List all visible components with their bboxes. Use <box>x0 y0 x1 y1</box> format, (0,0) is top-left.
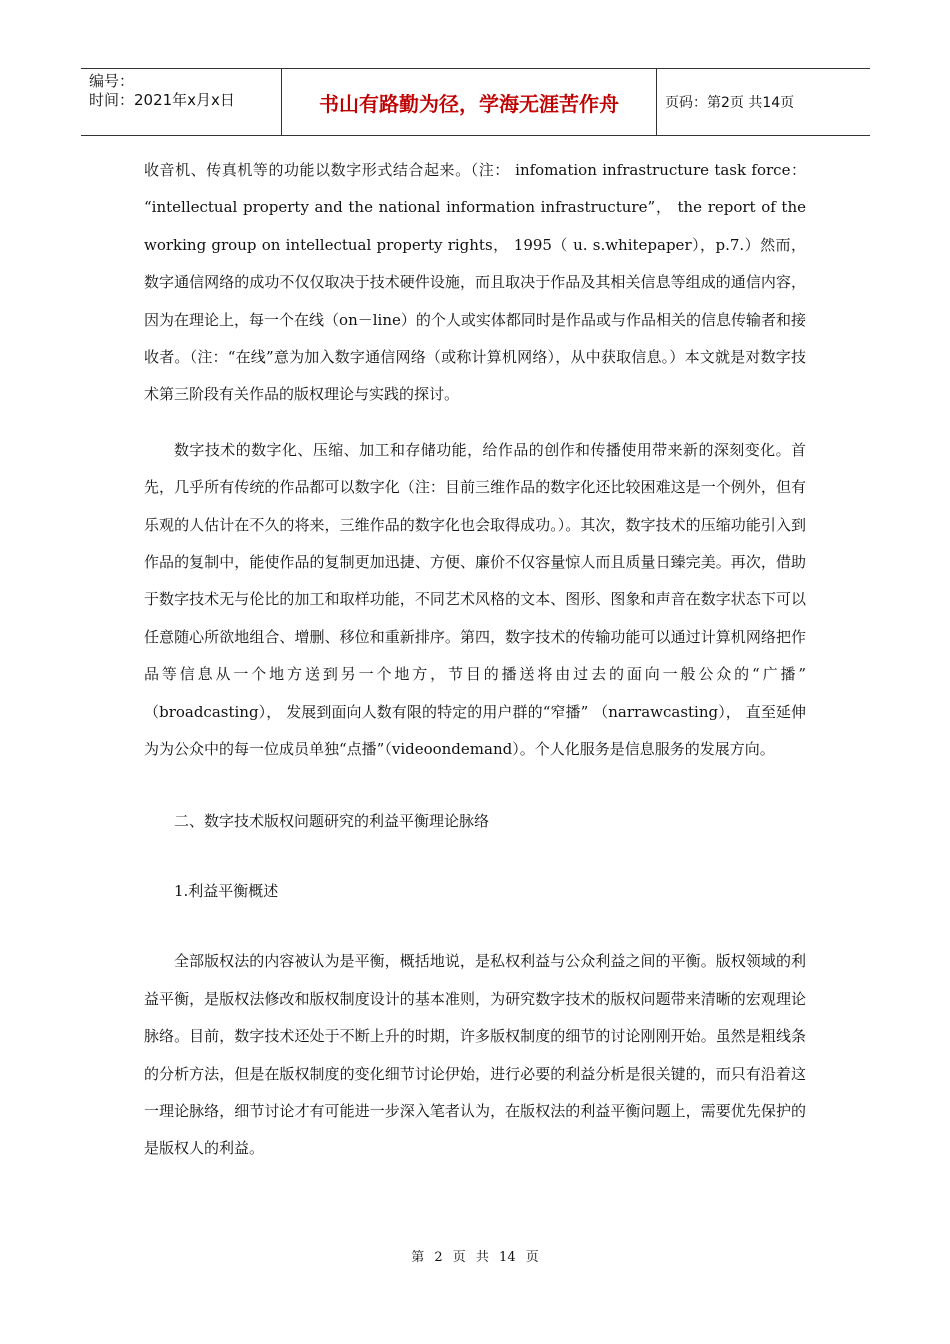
paragraph-2: 数字技术的数字化、压缩、加工和存储功能，给作品的创作和传播使用带来新的深刻变化。首先，几乎所有传统的作品都可以数字化（注：目前三维作品的数字化还比较困难这是一个例外，但有乐观的人估计在不久的将来，三维作品的数字化也会取得成功。）。其次，数字技术的压缩功能引入到作品的复制中，能使作品的复制更加迅捷、方便、廉价不仅容量惊人而且质量日臻完美。再次，借助于数字技术无与伦比的加工和取样功能，不同艺术风格的文本、图形、图象和声音在数字状态下可以任意随心所欲地组合、增删、移位和重新排序。第四，数字技术的传输功能可以通过计算机网络把作品等信息从一个地方送到另一个地方，节目的播送将由过去的面向一般公众的“广播” （broadcasting）， 发展到面向人数有限的特定的用户群的“窄播” （narrawcasting）， 直至延伸为为公众中的每一位成员单独“点播”（videoondemand）。个人化服务是信息服务的发展方向。 <box>144 440 806 759</box>
subsection-heading: 1.利益平衡概述 <box>174 881 279 900</box>
document-body <box>144 152 806 1168</box>
header-date: 时间：2021年x月x日 <box>89 91 235 109</box>
paragraph-3: 全部版权法的内容被认为是平衡，概括地说，是私权利益与公众利益之间的平衡。版权领域的利益平衡，是版权法修改和版权制度设计的基本准则，为研究数字技术的版权问题带来清晰的宏观理论脉络。目前，数字技术还处于不断上升的时期，许多版权制度的细节的讨论刚刚开始。虽然是粗线条的分析方法，但是在版权制度的变化细节讨论伊始，进行必要的利益分析是很关键的，而只有沿着这一理论脉络，细节讨论才有可能进一步深入笔者认为，在版权法的利益平衡问题上，需要优先保护的是版权人的利益。 <box>144 952 806 1158</box>
header-number-label: 编号： <box>89 72 135 90</box>
header-motto: 书山有路勤为径，学海无涯苦作舟 <box>281 69 657 135</box>
section-heading: 二、数字技术版权问题研究的利益平衡理论脉络 <box>174 811 490 830</box>
header-meta <box>81 69 281 135</box>
header-page-code: 页码：第2页 共14页 <box>665 95 795 111</box>
page-footer: 第 2 页 共 14 页 <box>411 1250 539 1265</box>
paragraph-1: 收音机、传真机等的功能以数字形式结合起来。（注： infomation infrastructure task force： “intellectual property and the national information infrastructure”， the report of the working group on intellectual property rights， 1995（ u. s.whitepaper），p.7.）然而， 数字通信网络的成功不仅仅取决于技术硬件设施，而且取决于作品及其相关信息等组成的通信内容，因为在理论上，每一个在线（on－line）的个人或实体都同时是作品或与作品相关的信息传输者和接收者。（注：“在线”意为加入数字通信网络（或称计算机网络），从中获取信息。）本文就是对数字技术第三阶段有关作品的版权理论与实践的探讨。 <box>144 161 806 404</box>
page-header <box>81 68 870 136</box>
